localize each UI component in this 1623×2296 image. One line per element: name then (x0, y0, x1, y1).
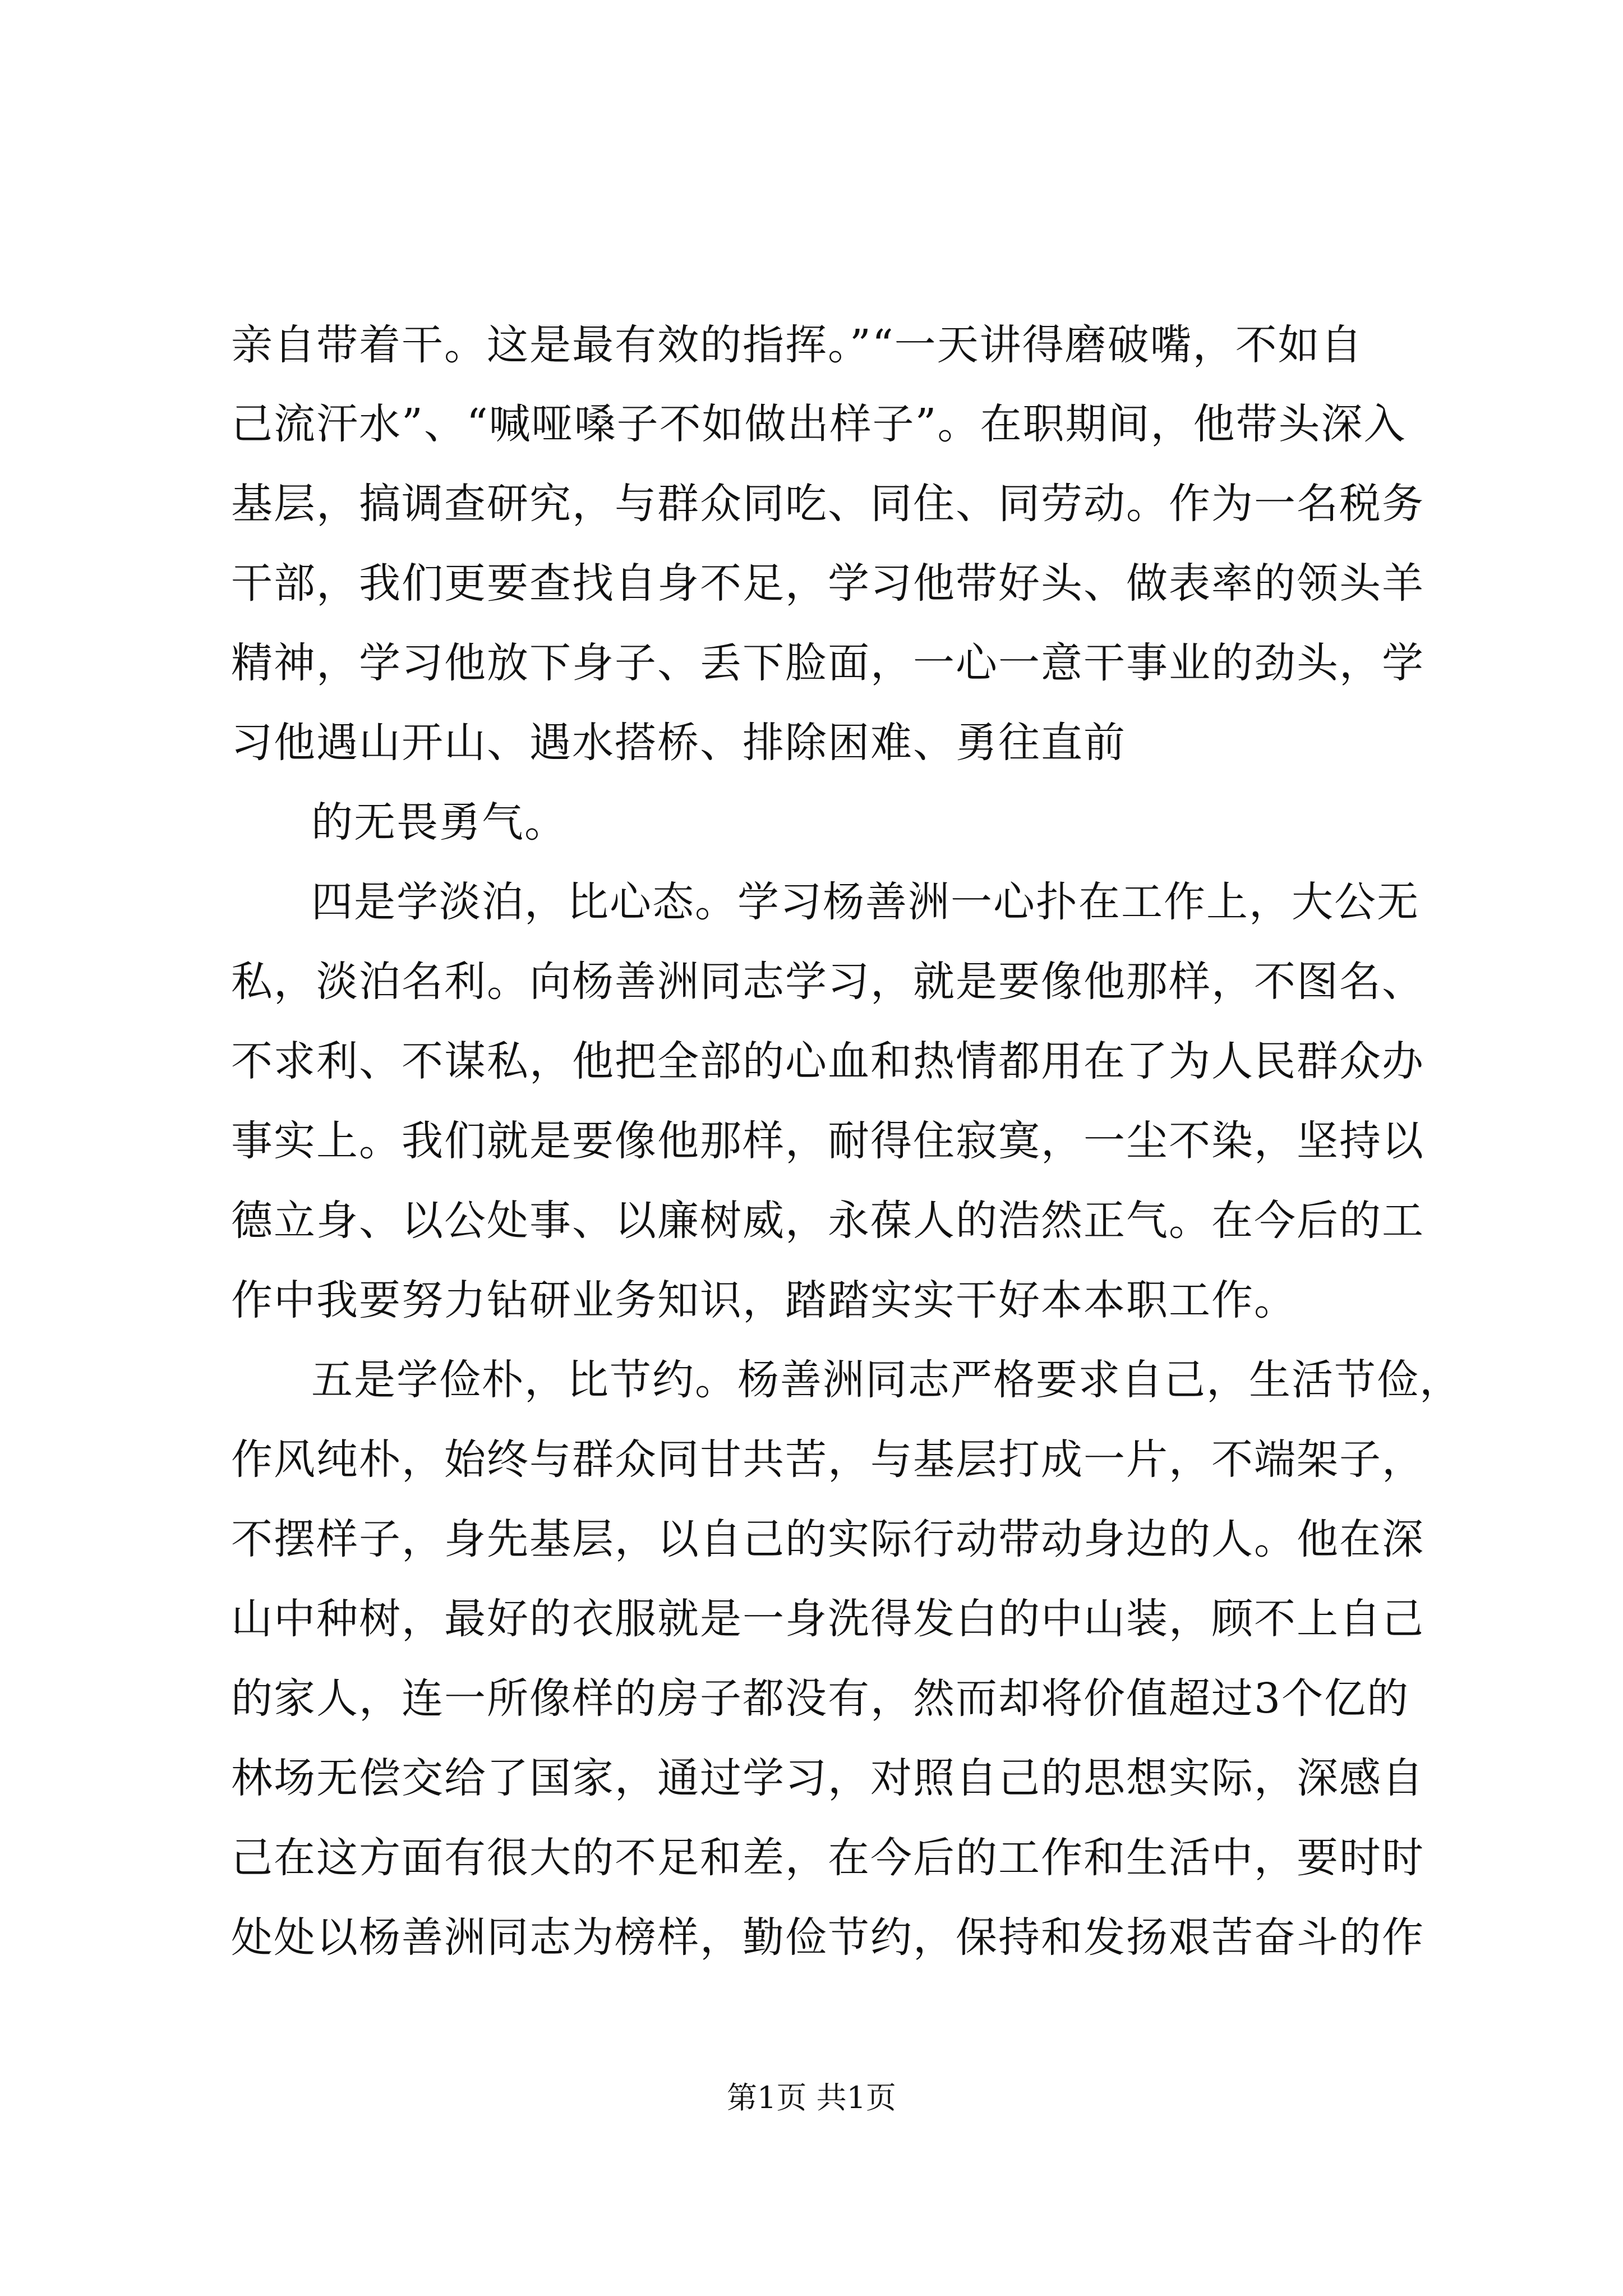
text-line: 的无畏勇气。 (311, 798, 567, 846)
text-line: 事实上。我们就是要像他那样，耐得住寂寞，一尘不染，坚持以 (231, 1117, 1424, 1165)
text-line: 的家人，连一所像样的房子都没有，然而却将价值超过3个亿的 (231, 1674, 1410, 1723)
text-line: 基层，搞调查研究，与群众同吃、同住、同劳动。作为一名税务 (231, 480, 1424, 528)
text-line: 己流汗水”、“喊哑嗓子不如做出样子”。在职期间，他带头深入 (231, 400, 1407, 448)
text-line: 不摆样子，身先基层，以自己的实际行动带动身边的人。他在深 (231, 1515, 1424, 1563)
text-line: 作风纯朴，始终与群众同甘共苦，与基层打成一片，不端架子， (231, 1435, 1424, 1484)
paragraph-start-line: 五是学俭朴，比节约。杨善洲同志严格要求自己，生活节俭， (311, 1356, 1462, 1404)
text-line: 习他遇山开山、遇水搭桥、排除困难、勇往直前 (231, 719, 1126, 767)
text-line: 私，淡泊名利。向杨善洲同志学习，就是要像他那样，不图名、 (231, 958, 1424, 1006)
text-line: 亲自带着干。这是最有效的指挥。”“一天讲得磨破嘴，不如自 (231, 321, 1363, 369)
paragraph-start-line: 四是学淡泊，比心态。学习杨善洲一心扑在工作上，大公无 (311, 878, 1419, 926)
text-line: 林场无偿交给了国家，通过学习，对照自己的思想实际，深感自 (231, 1754, 1424, 1802)
text-line: 山中种树，最好的衣服就是一身洗得发白的中山装，顾不上自己 (231, 1595, 1424, 1643)
text-line: 处处以杨善洲同志为榜样，勤俭节约，保持和发扬艰苦奋斗的作 (231, 1913, 1424, 1962)
text-line: 德立身、以公处事、以廉树威，永葆人的浩然正气。在今后的工 (231, 1197, 1424, 1245)
text-line: 己在这方面有很大的不足和差，在今后的工作和生活中，要时时 (231, 1834, 1424, 1882)
text-line: 干部，我们更要查找自身不足，学习他带好头、做表率的领头羊 (231, 559, 1424, 608)
text-line: 精神，学习他放下身子、丢下脸面，一心一意干事业的劲头，学 (231, 639, 1424, 687)
text-line: 不求利、不谋私，他把全部的心血和热情都用在了为人民群众办 (231, 1037, 1424, 1085)
page-number-footer: 第1页 共1页 (727, 2080, 896, 2115)
text-line: 作中我要努力钻研业务知识，踏踏实实干好本本职工作。 (231, 1276, 1297, 1324)
